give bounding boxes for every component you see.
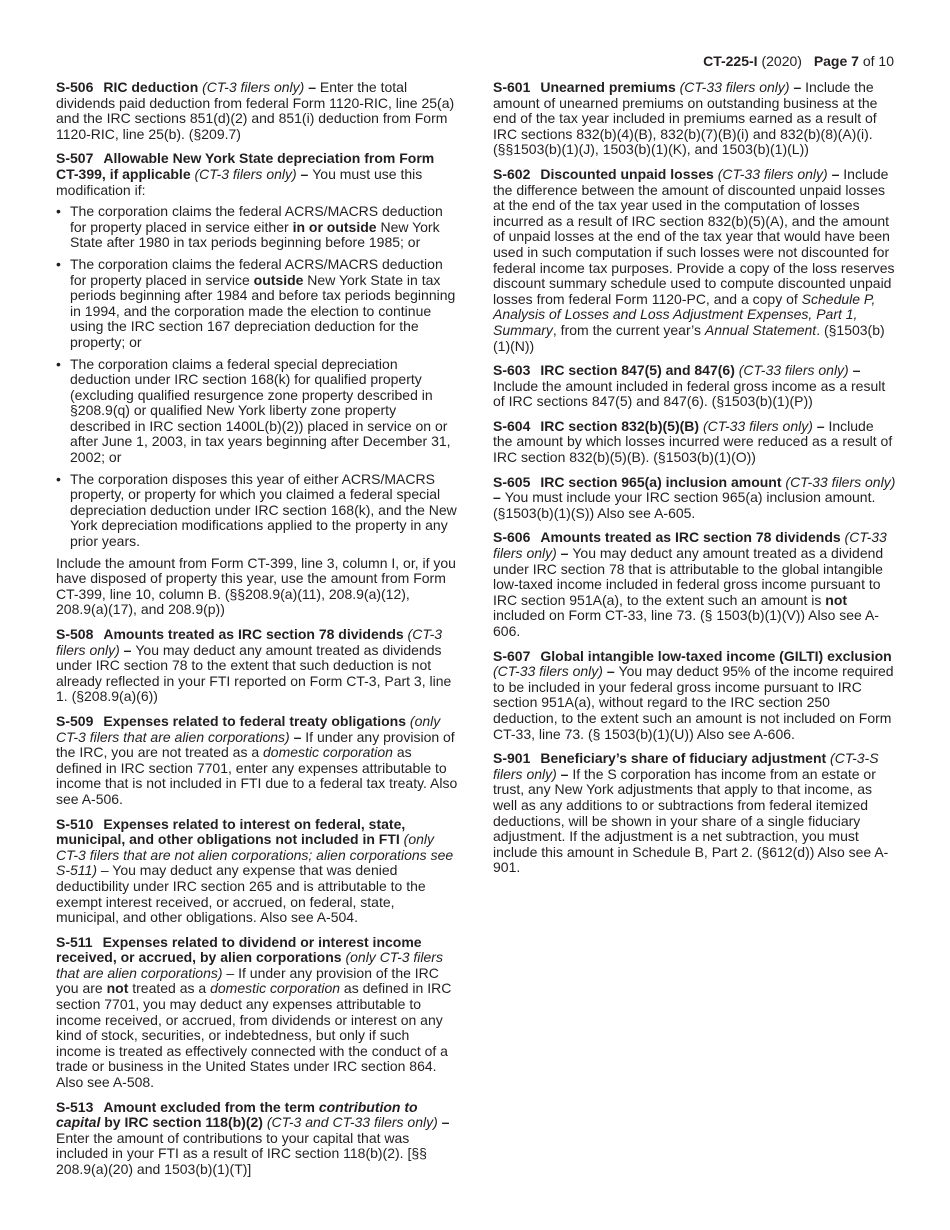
- list-item: [56, 472, 458, 550]
- entry-title: Global intangible low-taxed income (GILTI) exclusion: [540, 647, 892, 664]
- entry-s507: [56, 151, 458, 618]
- entry-s506: [56, 80, 458, 142]
- entry-text: If the S corporation has income from an estate or trust, any New York adjustments that apply to that income, as well as any additions to or subtractions from federal itemized deductions, will be shown in your share of a single fiduciary adjustment. If the adjustment is a net subtraction, you must include this amount in Schedule B, Part 2. (§612(d)) Also see A-901.: [493, 765, 889, 876]
- entry-filers: (only CT-3 filers that are not alien corporations; alien corporations see S-511): [56, 831, 454, 879]
- entry-title: Expenses related to federal treaty obligations: [103, 712, 407, 729]
- entry-s901: [493, 751, 896, 876]
- entry-code: S-605: [493, 473, 531, 490]
- entry-s509: [56, 714, 458, 808]
- entry-text: , from the current year’s: [552, 321, 705, 338]
- entry-dash: –: [296, 165, 313, 182]
- entry-text: You may deduct any amount treated as dividends under IRC section 78 to the extent that such deduction is not already reflected in your FTI reported on Form CT-3, Part 3, line 1. (§208.9(a)(6)): [56, 641, 452, 705]
- entry-title: Unearned premiums: [540, 79, 676, 95]
- entry-text: Include the amount included in federal gross income as a result of IRC sections 847(5) and 847(6). (§1503(b)(1)(P)): [493, 377, 886, 410]
- entry-filers: (CT-33 filers only): [493, 663, 603, 680]
- entry-text: Enter the amount of contributions to your capital that was included in your FTI as a result of IRC section 118(b)(2). [§§ 208.9(a)(20) and 1503(b)(1)(T)]: [56, 1129, 427, 1177]
- entry-code: S-511: [56, 933, 93, 950]
- entry-title: Allowable New York State depreciation from Form CT-399, if applicable: [56, 150, 435, 182]
- entry-text: You must include your IRC section 965(a) inclusion amount. (§1503(b)(1)(S)) Also see A-605.: [493, 489, 876, 521]
- entry-dash: –: [789, 79, 806, 95]
- bullet-text: The corporation claims the federal ACRS/MACRS deduction for property placed in service: [70, 255, 443, 288]
- entry-text: You must use this modification if:: [56, 165, 423, 198]
- entry-code: S-510: [56, 815, 94, 832]
- entry-title-italic: contribution to capital: [56, 1098, 418, 1131]
- entry-dash: –: [222, 964, 239, 981]
- bullet-text: The corporation disposes this year of either ACRS/MACRS property, or property for which you claimed a federal special depreciation deduction under IRC section 168(k), and the New York depreciation modifications applied to the property in any prior years.: [70, 470, 457, 550]
- entry-dash: –: [119, 641, 136, 658]
- entry-title: IRC section 965(a) inclusion amount: [540, 473, 782, 490]
- entry-s513: [56, 1100, 458, 1178]
- entry-s601: [493, 80, 896, 158]
- entry-title: RIC deduction: [103, 79, 199, 95]
- entry-text-italic: Annual Statement: [704, 321, 817, 338]
- entry-filers: (CT-33 filers only): [679, 79, 790, 95]
- page-header: [703, 53, 894, 69]
- entry-title: Beneficiary’s share of fiduciary adjustment: [540, 750, 827, 767]
- entry-text: You may deduct any amount treated as a dividend under IRC section 78 that is attributable to the global intangible low-taxed income included in federal gross income pursuant to IRC section 951A(a), to the extent such an amount is: [493, 545, 884, 608]
- entry-dash: –: [827, 165, 844, 182]
- entry-text: Include the amount by which losses incurred were reduced as a result of IRC section 832(b)(5)(B). (§1503(b)(1)(O)): [493, 417, 893, 466]
- entry-text: included on Form CT-33, line 73. (§ 1503(b)(1)(V)) Also see A-606.: [493, 607, 879, 639]
- entry-title: Amounts treated as IRC section 78 dividends: [103, 626, 404, 642]
- page-label: Page: [813, 53, 848, 69]
- entry-title: by IRC section 118(b)(2): [100, 1114, 263, 1131]
- entry-followup: Include the amount from Form CT-399, line 3, column I, or, if you have disposed of property this year, use the amount from Form CT-399, line 10, column B. (§§208.9(a)(11), 208.9(a)(12), 208.9(a)(17), and 208.9(p)): [56, 554, 456, 618]
- entry-filers: (CT-33 filers only): [493, 529, 887, 562]
- entry-code: S-603: [493, 362, 531, 379]
- entry-dash: –: [493, 489, 505, 506]
- right-column: [493, 80, 896, 885]
- entry-text: You may deduct any expense that was denied deductibility under IRC section 265 and is attributable to the exempt interest received, or accrued, on federal, state, municipal, and other obligations. Also see A-504.: [56, 862, 426, 926]
- entry-dash: –: [556, 765, 573, 782]
- entry-title: IRC section 832(b)(5)(B): [540, 417, 700, 434]
- left-column: [56, 80, 458, 1187]
- entry-code: S-513: [56, 1098, 94, 1115]
- bullet-text: The corporation claims the federal ACRS/MACRS deduction for property placed in service either: [70, 203, 443, 235]
- bullet-list: [56, 204, 458, 549]
- entry-filers: (CT-3 filers only): [194, 165, 297, 182]
- entry-text-italic: Schedule P, Analysis of Losses and Loss Adjustment Expenses, Part 1, Summary: [493, 290, 876, 338]
- entry-title: Amount excluded from the term: [103, 1098, 319, 1115]
- entry-dash: –: [848, 362, 861, 379]
- entry-filers: (CT-3-S filers only): [493, 750, 879, 782]
- entry-text-italic: domestic corporation: [210, 980, 341, 997]
- entry-text-bold: not: [106, 980, 129, 997]
- entry-code: S-606: [493, 529, 531, 546]
- entry-s510: [56, 817, 458, 926]
- entry-text: Enter the total dividends paid deduction from federal Form 1120-RIC, line 25(a) and the IRC sections 851(d)(2) and 851(i) deduction from Form 1120-RIC, line 25(b). (§209.7): [56, 79, 455, 142]
- entry-text: . (§1503(b)(1)(N)): [493, 321, 885, 354]
- entry-filers: (only CT-3 filers that are alien corporations): [56, 949, 443, 981]
- entry-code: S-901: [493, 750, 531, 767]
- entry-code: S-607: [493, 647, 531, 664]
- entry-s604: [493, 419, 896, 466]
- entry-code: S-506: [56, 79, 94, 95]
- entry-text-bold: not: [825, 591, 848, 608]
- entry-dash: –: [556, 545, 573, 562]
- entry-title: Expenses related to dividend or interest income received, or accrued, by alien corporations: [56, 933, 422, 966]
- entry-code: S-602: [493, 165, 531, 182]
- entry-s603: [493, 363, 896, 410]
- entry-text: You may deduct 95% of the income required to be included in your federal gross income pursuant to IRC section 951A(a), without regard to the IRC section 250 deduction, to the extent such an amount is not included on Form CT-33, line 73. (§ 1503(b)(1)(U)) Also see A-606.: [493, 663, 894, 742]
- entry-code: S-508: [56, 626, 94, 642]
- entry-text: Include the difference between the amount of discounted unpaid losses at the end of the tax year used in the computation of losses incurred as a result of IRC section 832(b)(5)(A), and the amount of unpaid losses at the end of the tax year that would have been used in such computation if such losses were not discounted for federal income tax purposes. Provide a copy of the loss reserves discount summary schedule used to compute discounted unpaid losses from federal Form 1120-PC, and a copy of: [493, 165, 895, 307]
- entry-filers: (CT-3 filers only): [202, 79, 305, 95]
- entry-dash: –: [96, 862, 113, 879]
- entry-s511: [56, 935, 458, 1091]
- entry-dash: –: [602, 663, 619, 680]
- bullet-emphasis: in or outside: [292, 218, 377, 235]
- bullet-text: New York State in tax periods beginning after 1984 and before tax periods beginning in 1994, and the corporation made the election to continue using the IRC section 167 depreciation deduction for the property; or: [70, 271, 456, 350]
- entry-s508: [56, 627, 458, 705]
- entry-text: Include the amount of unearned premiums on outstanding business at the end of the tax year included in premiums earned as a result of IRC sections 832(b)(4)(B), 832(b)(7)(B)(i) and 832(b)(8)(A)(i). (§§1503(b)(1)(J), 1503(b)(1)(K), and 1503(b)(1)(L)): [493, 79, 878, 158]
- entry-s602: [493, 167, 896, 354]
- bullet-text: New York State after 1980 in tax periods beginning before 1985; or: [70, 218, 440, 251]
- entry-text: If under any provision of the IRC, you are not treated as a: [56, 728, 455, 761]
- entry-filers: (CT-3 and CT-33 filers only): [266, 1114, 438, 1131]
- page-number: 7: [851, 53, 859, 69]
- entry-filers: (CT-33 filers only): [702, 417, 813, 434]
- entry-s606: [493, 530, 896, 639]
- form-year: (2020): [761, 53, 802, 69]
- entry-text: as defined in IRC section 7701, enter any expenses attributable to income that is not included in FTI due to a federal tax treaty. Also see A-506.: [56, 744, 458, 807]
- entry-text: as defined in IRC section 7701, you may deduct any expenses attributable to income received, or accrued, from dividends or interest on any kind of stock, securities, or indebtedness, but only if such income is treated as effectively connected with the conduct of a trade or business in the United States under IRC section 864. Also see A-508.: [56, 980, 452, 1091]
- entry-dash: –: [812, 417, 829, 434]
- entry-text: treated as a: [128, 980, 211, 997]
- entry-filers: (CT-3 filers only): [56, 626, 443, 658]
- entry-title: IRC section 847(5) and 847(6): [540, 362, 735, 379]
- entry-dash: –: [437, 1114, 450, 1131]
- entry-code: S-604: [493, 417, 531, 434]
- entry-filers: (only CT-3 filers that are alien corporations): [56, 712, 441, 745]
- entry-code: S-509: [56, 712, 94, 729]
- entry-title: Discounted unpaid losses: [540, 165, 714, 182]
- entry-filers: (CT-33 filers only): [738, 362, 849, 379]
- list-item: [56, 204, 458, 251]
- entry-title: Amounts treated as IRC section 78 dividends: [540, 529, 841, 546]
- bullet-text: The corporation claims a federal special depreciation deduction under IRC section 168(k) for qualified property (excluding qualified resurgence zone property described in §208.9(q) or qualified New York liberty zone property described in IRC section 1400L(b)(2)) placed in service on or after June 1, 2003, in tax years beginning after December 31, 2002; or: [70, 355, 451, 466]
- entry-s605: [493, 475, 896, 522]
- entry-code: S-601: [493, 79, 531, 95]
- entry-title: Expenses related to interest on federal, state, municipal, and other obligations not included in FTI: [56, 815, 406, 848]
- bullet-emphasis: outside: [253, 271, 304, 288]
- form-id: CT-225-I: [703, 53, 758, 69]
- entry-s607: [493, 649, 896, 743]
- entry-filers: (CT-33 filers only): [717, 165, 828, 182]
- list-item: [56, 357, 458, 466]
- entry-code: S-507: [56, 150, 94, 167]
- entry-dash: –: [289, 728, 306, 745]
- entry-text: If under any provision of the IRC you are: [56, 964, 439, 997]
- entry-text-italic: domestic corporation: [263, 744, 393, 761]
- page-total: of 10: [862, 53, 894, 69]
- list-item: [56, 257, 458, 351]
- entry-dash: –: [304, 79, 320, 95]
- entry-filers: (CT-33 filers only): [785, 473, 896, 490]
